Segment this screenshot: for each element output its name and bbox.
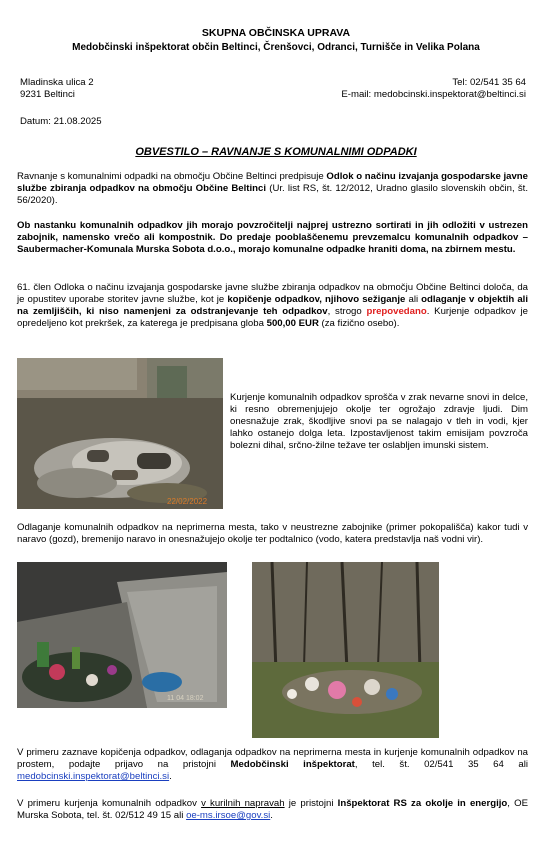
text: ali	[405, 294, 422, 305]
paragraph-report-inspectorate	[17, 747, 528, 783]
fine-amount: 500,00 EUR	[266, 318, 319, 329]
paragraph-burning-effects: Kurjenje komunalnih odpadkov sprošča v zrak nevarne snovi in delce, ki resno obremenjujejo okolje ter ogrožajo zdravje ljudi. Dim onesnažuje zrak, škodljive snovi pa se nalagajo v tleh in vodi, kjer lahko ostanejo dolga leta. Izpostavljenost takim emisijam povzroča bolezni dihal, srčno-žilne težave ter oslabljen imunski sistem.	[230, 392, 528, 451]
document-date: Datum: 21.08.2025	[20, 116, 102, 127]
text: je pristojni	[284, 798, 338, 809]
photo-date-stamp: 22/02/2022	[167, 497, 208, 506]
text: (Ur. list RS, št. 12/2012, Uradno glasilo slovenskih občin, št. 56/2020).	[17, 183, 529, 206]
environment-inspectorate-label: Inšpektorat RS za okolje in energijo	[337, 798, 508, 809]
photo-waste-container	[17, 562, 227, 708]
text: , strogo	[327, 306, 367, 317]
paragraph-sorting: Ob nastanku komunalnih odpadkov jih morajo povzročitelji najprej ustrezno sortirati in jih odložiti v ustrezen zabojnik, namensko vrečo ali kompostnik. Do predaje pooblaščenemu prevzemalcu komunalnih odpadkov – Saubermacher-Komunala Murska Sobota d.o.o., morajo komunalne odpadke hraniti doma, na zbirnem mestu.	[17, 220, 528, 255]
photo-forest-dump	[252, 562, 439, 738]
notice-title: OBVESTILO – RAVNANJE S KOMUNALNIMI ODPADKI	[135, 146, 417, 158]
prohibited-label: prepovedano	[366, 306, 427, 317]
inspectorate-name: Medobčinski inšpektorat občin Beltinci, Črenšovci, Odranci, Turnišče in Velika Polana	[72, 42, 480, 53]
photo-time-stamp: 11 04 18:02	[167, 695, 204, 702]
inspectorate-label: Medobčinski inšpektorat	[230, 759, 355, 770]
text: V primeru zaznave kopičenja odpadkov, odlaganja odpadkov na neprimerna mesta in kurjenje komunalnih odpadkov na prostem, podajte prijavo na pristojni	[17, 747, 528, 770]
text: , tel. št. 02/541 35 64 ali	[354, 759, 528, 770]
decree-name: Odlok o načinu izvajanja gospodarske javne službe zbiranja odpadkov na območju Občine Beltinci	[17, 171, 528, 194]
text: . Kurjenje odpadkov je opredeljeno kot prekršek, za katerega je predpisana globa	[17, 306, 528, 329]
address-city: 9231 Beltinci	[20, 89, 75, 100]
contact-phone: Tel: 02/541 35 64	[452, 77, 526, 88]
text: , OE Murska Sobota, tel. št. 02/512 49 15 ali	[17, 798, 528, 821]
bold-text: kopičenje odpadkov, njihovo sežiganje	[227, 294, 406, 305]
text: .	[270, 810, 273, 821]
paragraph-regulation	[17, 171, 528, 207]
text: 61. člen Odloka o načinu izvajanja gospodarske javne službe zbiranja odpadkov na območju Občine Beltinci določa, da je opustitev uporabe storitev javne službe, kot je	[17, 282, 528, 305]
bold-text: odlaganje v objektih ali na zemljiščih, ki niso namenjeni za odstranjevanje teh odpadkov	[17, 294, 528, 317]
text: (za fizično osebo).	[318, 318, 400, 329]
photo-burnt-waste	[17, 358, 223, 509]
office-name: SKUPNA OBČINSKA UPRAVA	[201, 27, 351, 39]
paragraph-dumping: Odlaganje komunalnih odpadkov na neprimerna mesta, tako v neustrezne zabojnike (primer pokopališča) kakor tudi v naravo (gozd), bremenijo naravo in onesnažujejo okolje ter podtalnico (vodo, katera predstavlja naš vodni vir).	[17, 522, 528, 545]
address-street: Mladinska ulica 2	[20, 77, 94, 88]
text: Ravnanje s komunalnimi odpadki na območju Občine Beltinci predpisuje	[17, 171, 327, 182]
contact-email: E-mail: medobcinski.inspektorat@beltinci.si	[341, 89, 526, 100]
text: V primeru kurjenja komunalnih odpadkov	[17, 798, 202, 809]
underlined-text: v kurilnih napravah	[201, 798, 285, 809]
text: .	[169, 771, 172, 782]
paragraph-prohibition	[17, 282, 528, 330]
environment-email-link[interactable]: oe-ms.irsoe@gov.si	[186, 810, 271, 821]
paragraph-report-environment	[17, 798, 528, 822]
inspectorate-email-link[interactable]: medobcinski.inspektorat@beltinci.si	[17, 771, 170, 782]
